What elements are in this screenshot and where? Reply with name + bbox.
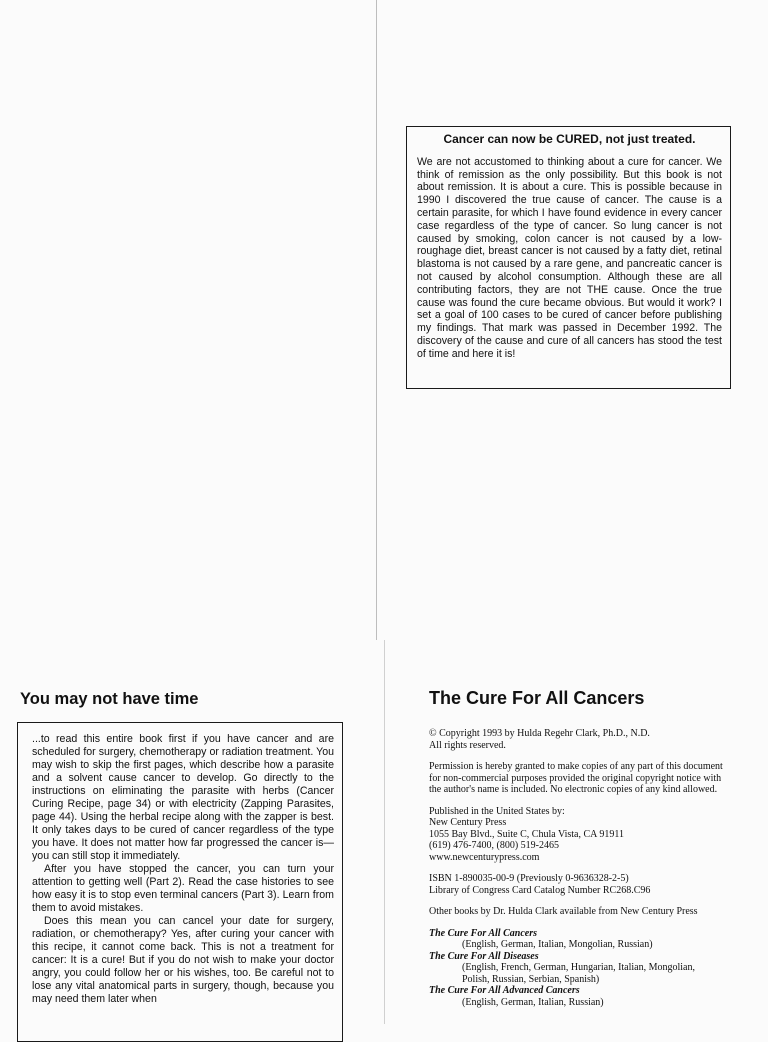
permission-notice: Permission is hereby granted to make copies of any part of this document for non-commercial purposes provided the original copyright notice with the author's name is included. No electronic copies of any kind allowed. xyxy=(429,761,723,795)
time-paragraph-3: Does this mean you can cancel your date for surgery, radiation, or chemotherapy? Yes, after curing your cancer with this recipe, it cannot come back. This is not a treatment for cancer: It is a cure! But if you do not wish to make your doctor angry, you could follow her or his wishes, too. Be careful not to lose any vital anatomical parts in surgery, though, because you may need them later when xyxy=(32,915,334,1005)
publisher-info: Published in the United States by: New Century Press 1055 Bay Blvd., Suite C, Chula Vista, CA 91911 (619) 476-7400, (800) 519-2465 www.newcenturypress.com xyxy=(429,805,624,863)
page-fold-line-lower xyxy=(384,640,385,1024)
book-list-item-title: The Cure For All Diseases xyxy=(429,950,539,962)
cure-notice-body: We are not accustomed to thinking about a cure for cancer. We think of remission as the only possibility. But this book is not about remission. It is about a cure. This is possible because in 1990 I discovered the true cause of cancer. The cause is a certain parasite, for which I have found evidence in every cancer case regardless of the type of cancer. So lung cancer is not caused by smoking, colon cancer is not caused by a low-roughage diet, breast cancer is not caused by a fatty diet, retinal blastoma is not caused by a rare gene, and pancreatic cancer is not caused by alcohol consumption. Although these are all contributing factors, they are not THE cause. Once the true cause was found the cure became obvious. But would it work? I set a goal of 100 cases to be cured of cancer before publishing my findings. That mark was passed in December 1992. The discovery of the cause and cure of all cancers has stood the test of time and here it is! xyxy=(417,155,722,360)
book-list-item-languages: (English, German, Italian, Russian) xyxy=(462,996,604,1008)
time-paragraph-2: After you have stopped the cancer, you can turn your attention to getting well (Part 2). Read the case histories to see how easy it is to stop even terminal cancers (Part 3). Learn from them to avoid mistakes. xyxy=(32,863,334,914)
book-list-item-languages: Polish, Russian, Serbian, Spanish) xyxy=(462,973,600,985)
time-heading: You may not have time xyxy=(20,690,199,708)
cure-notice-heading: Cancer can now be CURED, not just treated. xyxy=(443,132,696,146)
book-list-item-title: The Cure For All Cancers xyxy=(429,927,537,939)
other-books-intro: Other books by Dr. Hulda Clark available from New Century Press xyxy=(429,906,698,917)
copyright-block xyxy=(429,728,759,1008)
cure-notice-box xyxy=(406,126,731,389)
time-box xyxy=(17,722,343,1042)
book-list-item-title: The Cure For All Advanced Cancers xyxy=(429,985,580,996)
copyright-notice: © Copyright 1993 by Hulda Regehr Clark, Ph.D., N.D. All rights reserved. xyxy=(429,728,650,751)
time-paragraph-1: ...to read this entire book first if you have cancer and are scheduled for surgery, chemotherapy or radiation treatment. You may wish to skip the first pages, which describe how a parasite and a solvent cause cancer to develop. Go directly to the instructions on eliminating the parasite with herbs (Cancer Curing Recipe, page 34) or with electricity (Zapping Parasites, page 44). Using the herbal recipe along with the zapper is best. It only takes days to be cured of cancer regardless of the type you have. It does not matter how far progressed the cancer is—you can still stop it immediately. xyxy=(32,733,334,862)
page-fold-line xyxy=(376,0,377,640)
isbn-info: ISBN 1-890035-00-9 (Previously 0-9636328-2-5) Library of Congress Card Catalog Number RC268.C96 xyxy=(429,873,651,896)
book-title: The Cure For All Cancers xyxy=(429,688,645,708)
book-list xyxy=(429,928,759,1009)
book-list-item-languages: (English, German, Italian, Mongolian, Russian) xyxy=(462,939,653,950)
book-list-item-languages: (English, French, German, Hungarian, Italian, Mongolian, xyxy=(462,962,695,973)
